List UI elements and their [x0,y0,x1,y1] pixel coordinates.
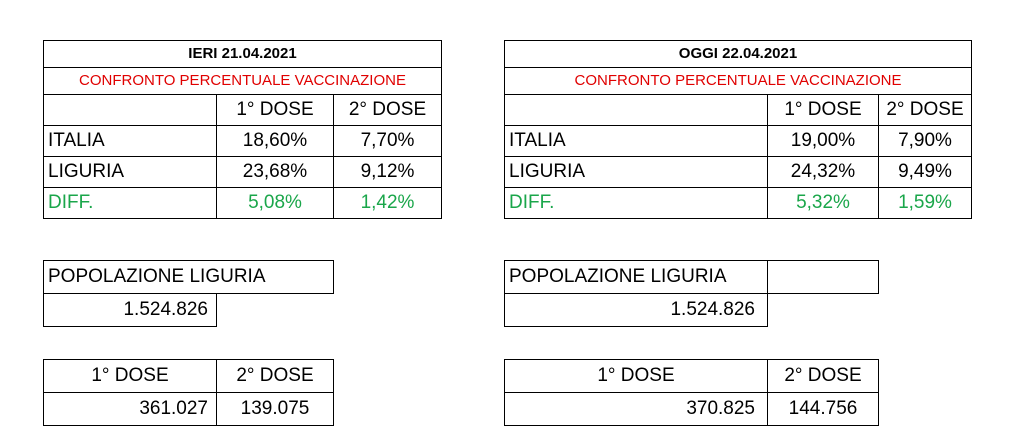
row-label-italia: ITALIA [505,126,768,157]
right-doses-table [504,359,879,426]
left-header-blank [44,95,217,126]
right-title: OGGI 22.04.2021 [505,41,972,68]
cell-dose1: 23,68% [217,157,334,188]
left-doses-table [43,359,334,426]
cell-dose2: 7,90% [879,126,972,157]
left-header-dose2: 2° DOSE [334,95,442,126]
left-doses-value-1: 361.027 [44,393,217,426]
cell-dose2: 1,42% [334,188,442,219]
right-comparison-table [504,40,972,219]
left-header-dose1: 1° DOSE [217,95,334,126]
table-row [505,157,972,188]
right-population-table [504,260,879,327]
left-doses-header-1: 1° DOSE [44,360,217,393]
table-row [44,188,442,219]
right-subtitle: CONFRONTO PERCENTUALE VACCINAZIONE [505,68,972,95]
right-population-blank [768,261,879,294]
row-label-italia: ITALIA [44,126,217,157]
left-population-value: 1.524.826 [44,294,217,327]
cell-dose1: 24,32% [768,157,879,188]
right-population-value: 1.524.826 [505,294,768,327]
left-population-label: POPOLAZIONE LIGURIA [44,261,334,294]
left-doses-header-2: 2° DOSE [217,360,334,393]
cell-dose1: 5,08% [217,188,334,219]
left-title: IERI 21.04.2021 [44,41,442,68]
right-header-blank [505,95,768,126]
left-subtitle: CONFRONTO PERCENTUALE VACCINAZIONE [44,68,442,95]
row-label-diff: DIFF. [44,188,217,219]
cell-dose2: 9,49% [879,157,972,188]
cell-dose1: 5,32% [768,188,879,219]
row-label-liguria: LIGURIA [44,157,217,188]
right-header-dose2: 2° DOSE [879,95,972,126]
table-row [44,126,442,157]
left-comparison-table [43,40,442,219]
right-doses-value-1: 370.825 [505,393,768,426]
left-doses-value-2: 139.075 [217,393,334,426]
table-row [505,126,972,157]
table-row [44,157,442,188]
cell-dose2: 7,70% [334,126,442,157]
cell-dose2: 1,59% [879,188,972,219]
table-row [505,188,972,219]
right-doses-header-2: 2° DOSE [768,360,879,393]
right-doses-header-1: 1° DOSE [505,360,768,393]
cell-dose2: 9,12% [334,157,442,188]
row-label-diff: DIFF. [505,188,768,219]
right-doses-value-2: 144.756 [768,393,879,426]
cell-dose1: 19,00% [768,126,879,157]
cell-dose1: 18,60% [217,126,334,157]
left-population-table [43,260,334,327]
right-population-label: POPOLAZIONE LIGURIA [505,261,768,294]
right-header-dose1: 1° DOSE [768,95,879,126]
row-label-liguria: LIGURIA [505,157,768,188]
